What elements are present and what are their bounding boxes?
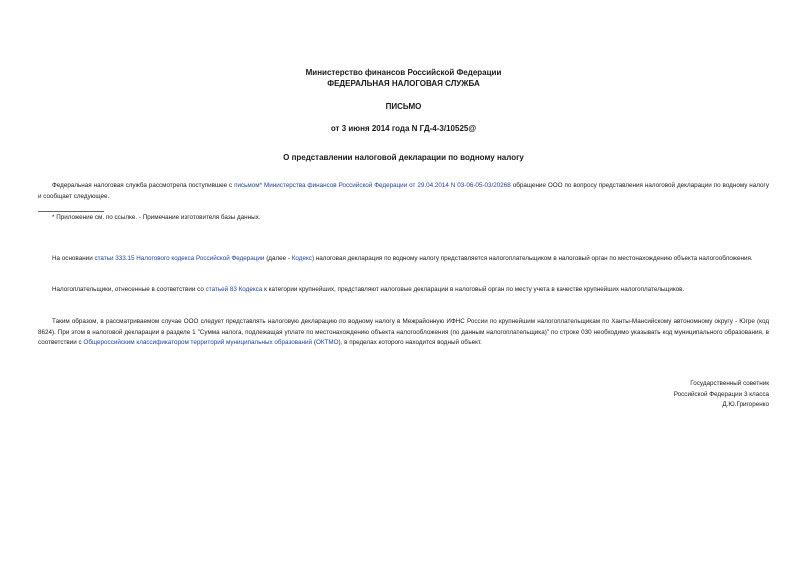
oktmo-abbrev-link[interactable]: ОКТМО [315,339,339,346]
footnote-divider [38,211,104,212]
paragraph-1-text-b: обращение ООО по вопросу представления налоговой декларации по водному налогу и сообщает следующее. [38,182,769,200]
signature-title-line-2: Российской Федерации 3 класса [673,390,769,398]
paragraph-4-text-c: ), в пределах которого находится водный объект. [338,339,482,346]
paragraph-3-text-a: Налогоплательщики, отнесенные в соответствии со [52,286,206,293]
paragraph-4-text-b: ( [312,339,316,346]
paragraph-2-text-c: ) налоговая декларация по водному налогу представляется налогоплательщиком в налоговый орган по местонахождению объекта налогообложения. [311,255,753,262]
service-heading: ФЕДЕРАЛЬНАЯ НАЛОГОВАЯ СЛУЖБА [327,79,480,88]
document-date-number: от 3 июня 2014 года N ГД-4-3/10525@ [330,124,477,133]
signature-title-line-1: Государственный советник [690,380,769,387]
tax-code-link[interactable]: Кодекс [291,255,312,262]
signature-block [569,379,769,411]
minfin-letter-link[interactable]: письмом* Министерства финансов Российской Федерации от 29.04.2014 N 03-06-05-03/20268 [234,182,511,189]
paragraph-1-text-a: Федеральная налоговая служба рассмотрела поступившее с [52,182,235,189]
paragraph-1 [38,181,769,202]
paragraph-2-text-b: (далее - [264,255,292,262]
footnote: * Приложение см. по ссылке. - Примечание изготовителя базы данных. [52,214,261,221]
document-subject: О представлении налоговой декларации по водному налогу [283,153,524,162]
oktmo-classifier-link[interactable]: Общероссийским классификатором территорий муниципальных образований [83,339,313,346]
paragraph-4 [38,317,769,349]
document-type: ПИСЬМО [385,102,422,111]
paragraph-2-text-a: На основании [52,255,95,262]
ministry-heading: Министерство финансов Российской Федерации [305,68,502,77]
paragraph-3-text-b: к категории крупнейших, представляют налоговые декларации в налоговый орган по месту учета в качестве крупнейших налогоплательщиков. [262,286,685,293]
paragraph-2 [38,254,769,265]
signature-name: Д.Ю.Григоренко [722,401,769,408]
tax-code-article-83-link[interactable]: статьей 83 Кодекса [205,286,263,293]
paragraph-4-text-a: Таким образом, в рассматриваемом случае ООО следует представлять налоговую декларацию по водному налогу в Межрайонную ИФНС России по крупнейшим налогоплательщикам по Ханты-Мансийскому автономному округу - Югре (код 8624). При этом в налоговой декларации в разделе 1 "Сумма налога, подлежащая уплате по местонахождению объекта налогообложения (по данным налогоплательщика)" по строке 030 необходимо указывать код муниципального образования, в соответствии с [38,318,769,346]
paragraph-3 [38,285,769,296]
tax-code-article-333-15-link[interactable]: статьи 333.15 Налогового кодекса Российской Федерации [94,255,265,262]
